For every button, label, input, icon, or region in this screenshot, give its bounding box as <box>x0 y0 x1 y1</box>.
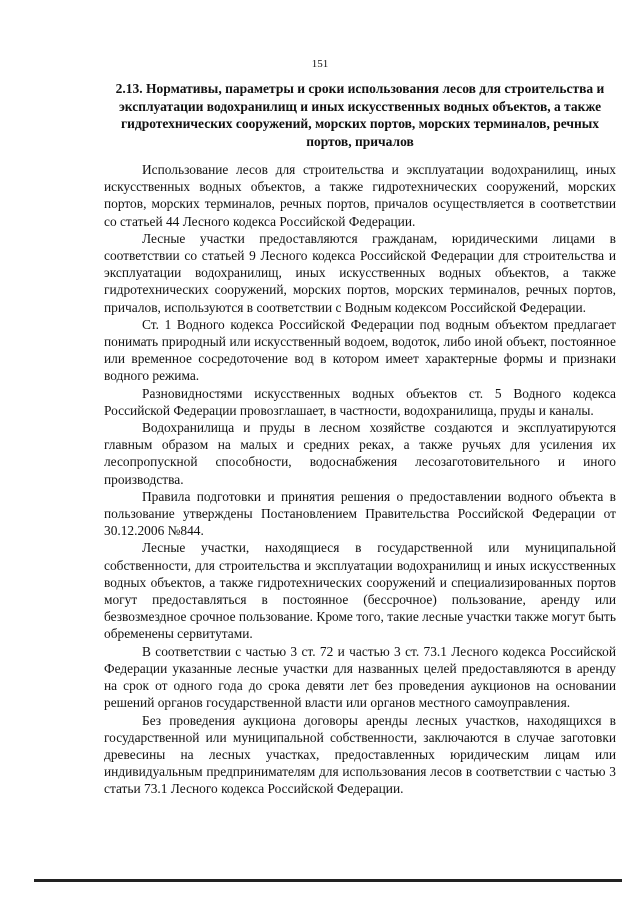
footer-rule <box>34 879 622 882</box>
paragraph: Ст. 1 Водного кодекса Российской Федерации под водным объектом предлагает понимать природный или искусственный водоем, водоток, либо иной объект, постоянное или временное сосредоточение вод в котором имеет характерные формы и признаки водного режима. <box>104 316 616 384</box>
body-text <box>104 161 616 798</box>
paragraph: Водохранилища и пруды в лесном хозяйстве создаются и эксплуатируются главным образом на малых и средних реках, а также ручьях для усиления их лесопропускной способности, водоснабжения лесозаготовительного и иного производства. <box>104 420 616 487</box>
paragraph: Лесные участки, находящиеся в государственной или муниципальной собственности, для строительства и эксплуатации водохранилищ и иных искусственных водных объектов, а также гидротехнических сооружений и специализированных портов могут предоставляться в постоянное (бессрочное) пользование, аренду или безвозмездное срочное пользование. Кроме того, такие лесные участки также могут быть обременены сервитутами. <box>104 540 616 642</box>
paragraph: Использование лесов для строительства и эксплуатации водохранилищ, иных искусственных водных объектов, а также гидротехнических сооружений, морских портов, морских терминалов, речных портов, причалов осуществляется в соответствии со статьей 44 Лесного кодекса Российской Федерации. <box>104 162 616 229</box>
paragraph: Без проведения аукциона договоры аренды лесных участков, находящихся в государственной или муниципальной собственности, заключаются в случае заготовки древесины на лесных участках, предоставленных юридическим лицам или индивидуальным предпринимателям для использования лесов в соответствии с частью 3 статьи 73.1 Лесного кодекса Российской Федерации. <box>104 712 616 797</box>
section-heading: 2.13. Нормативы, параметры и сроки использования лесов для строительства и эксплуатации водохранилищ и иных искусственных водных объектов, а также гидротехнических сооружений, морских портов, морских терминалов, речных портов, причалов <box>115 81 605 149</box>
page-number: 151 <box>311 58 329 70</box>
paragraph: Лесные участки предоставляются гражданам, юридическими лицами в соответствии со статьей 9 Лесного кодекса Российской Федерации для строительства и эксплуатации водохранилищ, иных искусственных водных объектов, а также гидротехнических сооружений, морских портов, морских терминалов, речных портов, причалов, используются в соответствии с Водным кодексом Российской Федерации. <box>104 230 616 315</box>
paragraph: В соответствии с частью 3 ст. 72 и частью 3 ст. 73.1 Лесного кодекса Российской Федерации указанные лесные участки для названных целей предоставляются в аренду на срок от одного года до срока девяти лет без проведения аукционов на основании решений органов государственной власти или органов местного самоуправления. <box>104 643 616 711</box>
paragraph: Разновидностями искусственных водных объектов ст. 5 Водного кодекса Российской Федерации провозглашает, в частности, водохранилища, пруды и каналы. <box>104 385 616 418</box>
paragraph: Правила подготовки и принятия решения о предоставлении водного объекта в пользование утверждены Постановлением Правительства Российской Федерации от 30.12.2006 №844. <box>104 488 616 539</box>
